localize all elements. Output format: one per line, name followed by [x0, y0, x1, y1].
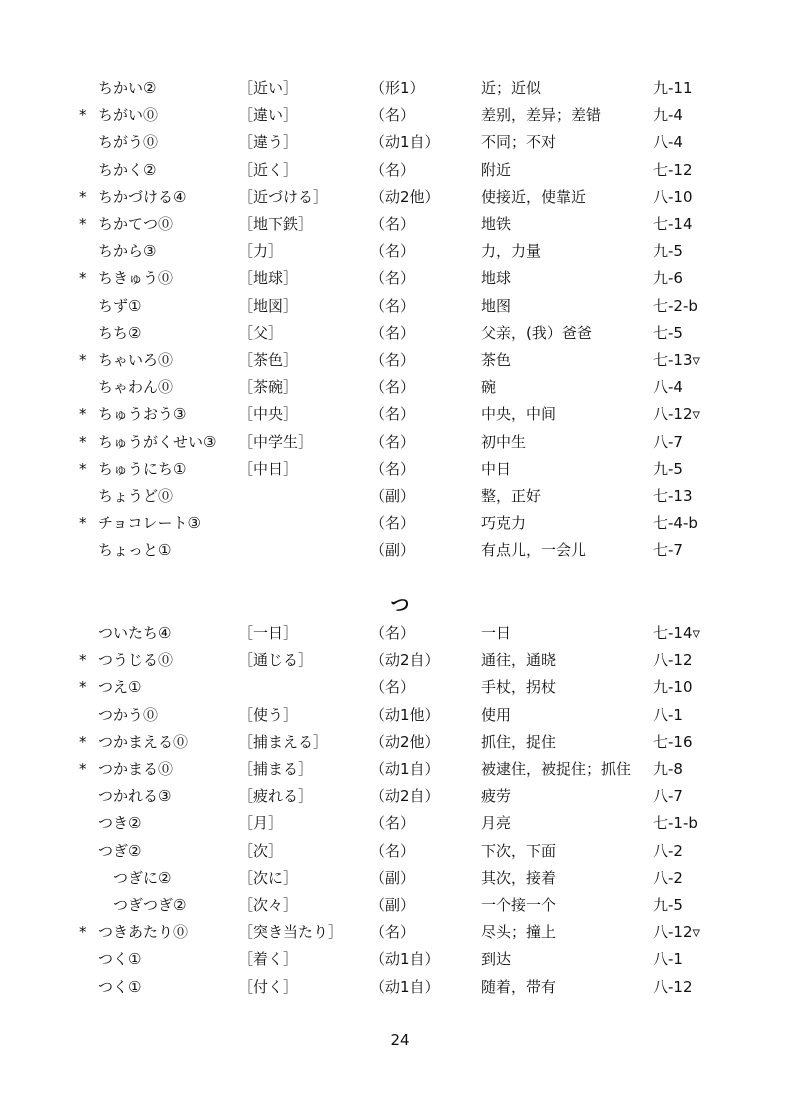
entry-word: ちきゅう⓪: [98, 269, 174, 288]
entry-part-of-speech: （名）: [370, 160, 416, 179]
entry-lesson-ref: 九-4: [653, 106, 683, 125]
entry-meaning: 力，力量: [481, 242, 542, 261]
entry-meaning: 其次，接着: [481, 868, 557, 887]
entry-kanji: ［突き当たり］: [238, 923, 344, 942]
entry-part-of-speech: （动1自）: [370, 977, 440, 996]
entry-lesson-ref: 八-12: [653, 977, 693, 996]
entry-part-of-speech: （动1自）: [370, 133, 440, 152]
entry-lesson-ref: 九-10: [653, 678, 693, 697]
entry-meaning: 中央，中间: [481, 405, 557, 424]
entry-word: ちゅうにち①: [98, 459, 187, 478]
entry-meaning: 一个接一个: [481, 896, 557, 914]
entry-row: [0, 401, 800, 427]
entry-word: ついたち④: [98, 624, 172, 642]
entry-kanji: ［地下鉄］: [238, 215, 314, 233]
entry-word: ちゃいろ⓪: [98, 351, 174, 369]
entry-star-mark: *: [79, 351, 87, 369]
entry-meaning: 使接近，使靠近: [481, 187, 587, 206]
entry-kanji: ［茶色］: [238, 351, 299, 369]
entry-meaning: 附近: [481, 160, 512, 179]
entry-kanji: ［中日］: [238, 459, 299, 478]
entry-word: つかう⓪: [98, 705, 159, 724]
entry-kanji: ［茶碗］: [238, 378, 299, 397]
entry-meaning: 尽头；撞上: [481, 923, 557, 942]
entry-meaning: 茶色: [481, 351, 512, 369]
entry-word: ちがう⓪: [98, 133, 159, 152]
entry-lesson-ref: 八-12▿: [653, 923, 701, 942]
entry-word: つきあたり⓪: [98, 923, 189, 942]
entry-word: ちがい⓪: [98, 106, 159, 125]
entry-lesson-ref: 七-4-b: [653, 514, 698, 533]
entry-meaning: 整，正好: [481, 487, 542, 505]
entry-part-of-speech: （形1）: [370, 79, 425, 97]
entry-part-of-speech: （名）: [370, 378, 416, 397]
entry-kanji: ［地球］: [238, 269, 299, 288]
entry-lesson-ref: 七-14▿: [653, 624, 701, 642]
entry-kanji: ［一日］: [238, 624, 299, 642]
entry-row: [0, 756, 800, 782]
entry-star-mark: *: [79, 405, 87, 424]
entry-part-of-speech: （名）: [370, 459, 416, 478]
entry-kanji: ［疲れる］: [238, 787, 314, 806]
entry-word: つぎつぎ②: [113, 896, 187, 914]
entry-lesson-ref: 九-6: [653, 269, 683, 288]
entry-part-of-speech: （名）: [370, 215, 416, 233]
page-number: 24: [390, 1031, 410, 1049]
entry-kanji: ［違う］: [238, 133, 299, 152]
entry-lesson-ref: 七-13▿: [653, 351, 701, 369]
entry-star-mark: *: [79, 269, 87, 288]
entry-word: ちから③: [98, 242, 157, 261]
entry-part-of-speech: （动1自）: [370, 760, 440, 778]
entry-meaning: 父亲，(我）爸爸: [481, 323, 592, 342]
entry-star-mark: *: [79, 651, 87, 670]
entry-part-of-speech: （动2自）: [370, 651, 440, 670]
entry-lesson-ref: 九-5: [653, 896, 683, 914]
entry-meaning: 使用: [481, 705, 512, 724]
entry-lesson-ref: 八-1: [653, 950, 683, 969]
entry-row: [0, 892, 800, 918]
entry-kanji: ［違い］: [238, 106, 299, 125]
entry-lesson-ref: 七-2-b: [653, 296, 698, 315]
entry-kanji: ［地図］: [238, 296, 299, 315]
entry-lesson-ref: 七-7: [653, 541, 683, 560]
entry-part-of-speech: （名）: [370, 351, 416, 369]
entry-row: [0, 211, 800, 237]
entry-part-of-speech: （动2自）: [370, 787, 440, 806]
entry-star-mark: *: [79, 678, 87, 697]
entry-row: [0, 946, 800, 972]
entry-kanji: ［使う］: [238, 705, 299, 724]
entry-kanji: ［近づける］: [238, 187, 329, 206]
entry-word: ちゅうおう③: [98, 405, 187, 424]
entry-kanji: ［捕まえる］: [238, 732, 329, 751]
entry-row: [0, 293, 800, 319]
entry-meaning: 近；近似: [481, 79, 542, 97]
entry-word: ちょうど⓪: [98, 487, 174, 505]
entry-lesson-ref: 九-8: [653, 760, 683, 778]
entry-kanji: ［捕まる］: [238, 760, 314, 778]
entry-part-of-speech: （名）: [370, 841, 416, 860]
entry-row: [0, 620, 800, 646]
entry-star-mark: *: [79, 514, 87, 533]
entry-star-mark: *: [79, 187, 87, 206]
entry-word: ちかい②: [98, 79, 157, 97]
entry-part-of-speech: （副）: [370, 541, 416, 560]
entry-part-of-speech: （副）: [370, 487, 416, 505]
entry-part-of-speech: （名）: [370, 405, 416, 424]
entry-lesson-ref: 七-16: [653, 732, 693, 751]
entry-part-of-speech: （名）: [370, 514, 416, 533]
entry-meaning: 地图: [481, 296, 512, 315]
entry-part-of-speech: （名）: [370, 106, 416, 125]
entry-star-mark: *: [79, 106, 87, 125]
entry-word: ちかてつ⓪: [98, 215, 174, 233]
entry-part-of-speech: （名）: [370, 323, 416, 342]
entry-part-of-speech: （副）: [370, 868, 416, 887]
entry-part-of-speech: （动1他）: [370, 705, 440, 724]
entry-lesson-ref: 八-2: [653, 841, 683, 860]
entry-part-of-speech: （名）: [370, 678, 416, 697]
entry-kanji: ［中学生］: [238, 432, 314, 451]
entry-lesson-ref: 九-5: [653, 242, 683, 261]
entry-star-mark: *: [79, 215, 87, 233]
entry-meaning: 通往，通晓: [481, 651, 557, 670]
entry-kanji: ［力］: [238, 242, 284, 261]
entry-word: つうじる⓪: [98, 651, 174, 670]
entry-meaning: 疲劳: [481, 787, 512, 806]
entry-word: ちず①: [98, 296, 142, 315]
entry-word: ちかく②: [98, 160, 157, 179]
entry-word: つぎ②: [98, 841, 142, 860]
entry-row: [0, 102, 800, 128]
entry-lesson-ref: 八-2: [653, 868, 683, 887]
entry-meaning: 不同；不对: [481, 133, 557, 152]
entry-word: つく①: [98, 950, 142, 969]
entry-kanji: ［次］: [238, 841, 284, 860]
entry-part-of-speech: （动1自）: [370, 950, 440, 969]
entry-row: [0, 157, 800, 183]
entry-word: つき②: [98, 814, 142, 833]
entry-part-of-speech: （动2他）: [370, 732, 440, 751]
entry-meaning: 初中生: [481, 432, 527, 451]
entry-row: [0, 919, 800, 945]
entry-row: [0, 184, 800, 210]
entry-meaning: 地球: [481, 269, 512, 288]
entry-star-mark: *: [79, 923, 87, 942]
entry-kanji: ［近い］: [238, 79, 299, 97]
entry-lesson-ref: 八-4: [653, 378, 683, 397]
entry-part-of-speech: （动2他）: [370, 187, 440, 206]
entry-row: [0, 647, 800, 673]
entry-word: ちょっと①: [98, 541, 172, 560]
entry-lesson-ref: 九-11: [653, 79, 693, 97]
entry-lesson-ref: 七-14: [653, 215, 693, 233]
entry-word: つく①: [98, 977, 142, 996]
entry-word: つかまえる⓪: [98, 732, 189, 751]
entry-row: [0, 265, 800, 291]
entry-lesson-ref: 八-7: [653, 787, 683, 806]
entry-meaning: 有点儿，一会儿: [481, 541, 587, 560]
entry-meaning: 巧克力: [481, 514, 527, 533]
entry-star-mark: *: [79, 459, 87, 478]
entry-word: チョコレート③: [98, 514, 201, 533]
entry-part-of-speech: （名）: [370, 432, 416, 451]
entry-row: [0, 75, 800, 101]
entry-meaning: 差别，差异；差错: [481, 106, 602, 125]
entry-meaning: 一日: [481, 624, 512, 642]
entry-meaning: 中日: [481, 459, 512, 478]
entry-star-mark: *: [79, 732, 87, 751]
entry-row: [0, 783, 800, 809]
entry-word: つかまる⓪: [98, 760, 174, 778]
entry-lesson-ref: 八-12▿: [653, 405, 701, 424]
entry-row: [0, 510, 800, 536]
entry-lesson-ref: 七-12: [653, 160, 693, 179]
entry-row: [0, 483, 800, 509]
entry-row: [0, 374, 800, 400]
entry-part-of-speech: （名）: [370, 624, 416, 642]
entry-kanji: ［中央］: [238, 405, 299, 424]
entry-meaning: 手杖，拐杖: [481, 678, 557, 697]
entry-star-mark: *: [79, 760, 87, 778]
entry-row: [0, 429, 800, 455]
entry-lesson-ref: 七-5: [653, 323, 683, 342]
entry-part-of-speech: （名）: [370, 814, 416, 833]
entry-lesson-ref: 七-1-b: [653, 814, 698, 833]
section-heading-tsu: つ: [390, 594, 410, 616]
entry-row: [0, 674, 800, 700]
entry-lesson-ref: 八-7: [653, 432, 683, 451]
entry-kanji: ［次々］: [238, 896, 299, 914]
entry-meaning: 抓住，捉住: [481, 732, 557, 751]
entry-word: つえ①: [98, 678, 142, 697]
entry-word: つかれる③: [98, 787, 172, 806]
entry-kanji: ［着く］: [238, 950, 299, 969]
entry-kanji: ［次に］: [238, 868, 299, 887]
entry-part-of-speech: （名）: [370, 923, 416, 942]
entry-kanji: ［通じる］: [238, 651, 314, 670]
entry-row: [0, 320, 800, 346]
entry-row: [0, 238, 800, 264]
entry-meaning: 地铁: [481, 215, 512, 233]
entry-part-of-speech: （名）: [370, 269, 416, 288]
entry-row: [0, 838, 800, 864]
entry-row: [0, 347, 800, 373]
entry-word: ちゃわん⓪: [98, 378, 174, 397]
entry-row: [0, 810, 800, 836]
entry-lesson-ref: 九-5: [653, 459, 683, 478]
entry-word: ちち②: [98, 323, 142, 342]
entry-meaning: 随着，带有: [481, 977, 557, 996]
entry-part-of-speech: （副）: [370, 896, 416, 914]
entry-lesson-ref: 七-13: [653, 487, 693, 505]
entry-star-mark: *: [79, 432, 87, 451]
entry-word: つぎに②: [113, 868, 172, 887]
entry-kanji: ［近く］: [238, 160, 299, 179]
entry-part-of-speech: （名）: [370, 242, 416, 261]
entry-row: [0, 456, 800, 482]
entry-row: [0, 729, 800, 755]
entry-row: [0, 974, 800, 1000]
entry-meaning: 碗: [481, 378, 497, 397]
entry-lesson-ref: 八-1: [653, 705, 683, 724]
entry-row: [0, 129, 800, 155]
entry-meaning: 下次，下面: [481, 841, 557, 860]
entry-kanji: ［月］: [238, 814, 284, 833]
entry-row: [0, 865, 800, 891]
entry-row: [0, 702, 800, 728]
entry-lesson-ref: 八-4: [653, 133, 683, 152]
entry-word: ちゅうがくせい③: [98, 432, 217, 451]
entry-lesson-ref: 八-12: [653, 651, 693, 670]
entry-meaning: 到达: [481, 950, 512, 969]
entry-word: ちかづける④: [98, 187, 187, 206]
entry-kanji: ［付く］: [238, 977, 299, 996]
entry-row: [0, 537, 800, 563]
entry-part-of-speech: （名）: [370, 296, 416, 315]
entry-kanji: ［父］: [238, 323, 284, 342]
entry-meaning: 被逮住，被捉住；抓住: [481, 760, 632, 778]
entry-lesson-ref: 八-10: [653, 187, 693, 206]
entry-meaning: 月亮: [481, 814, 512, 833]
